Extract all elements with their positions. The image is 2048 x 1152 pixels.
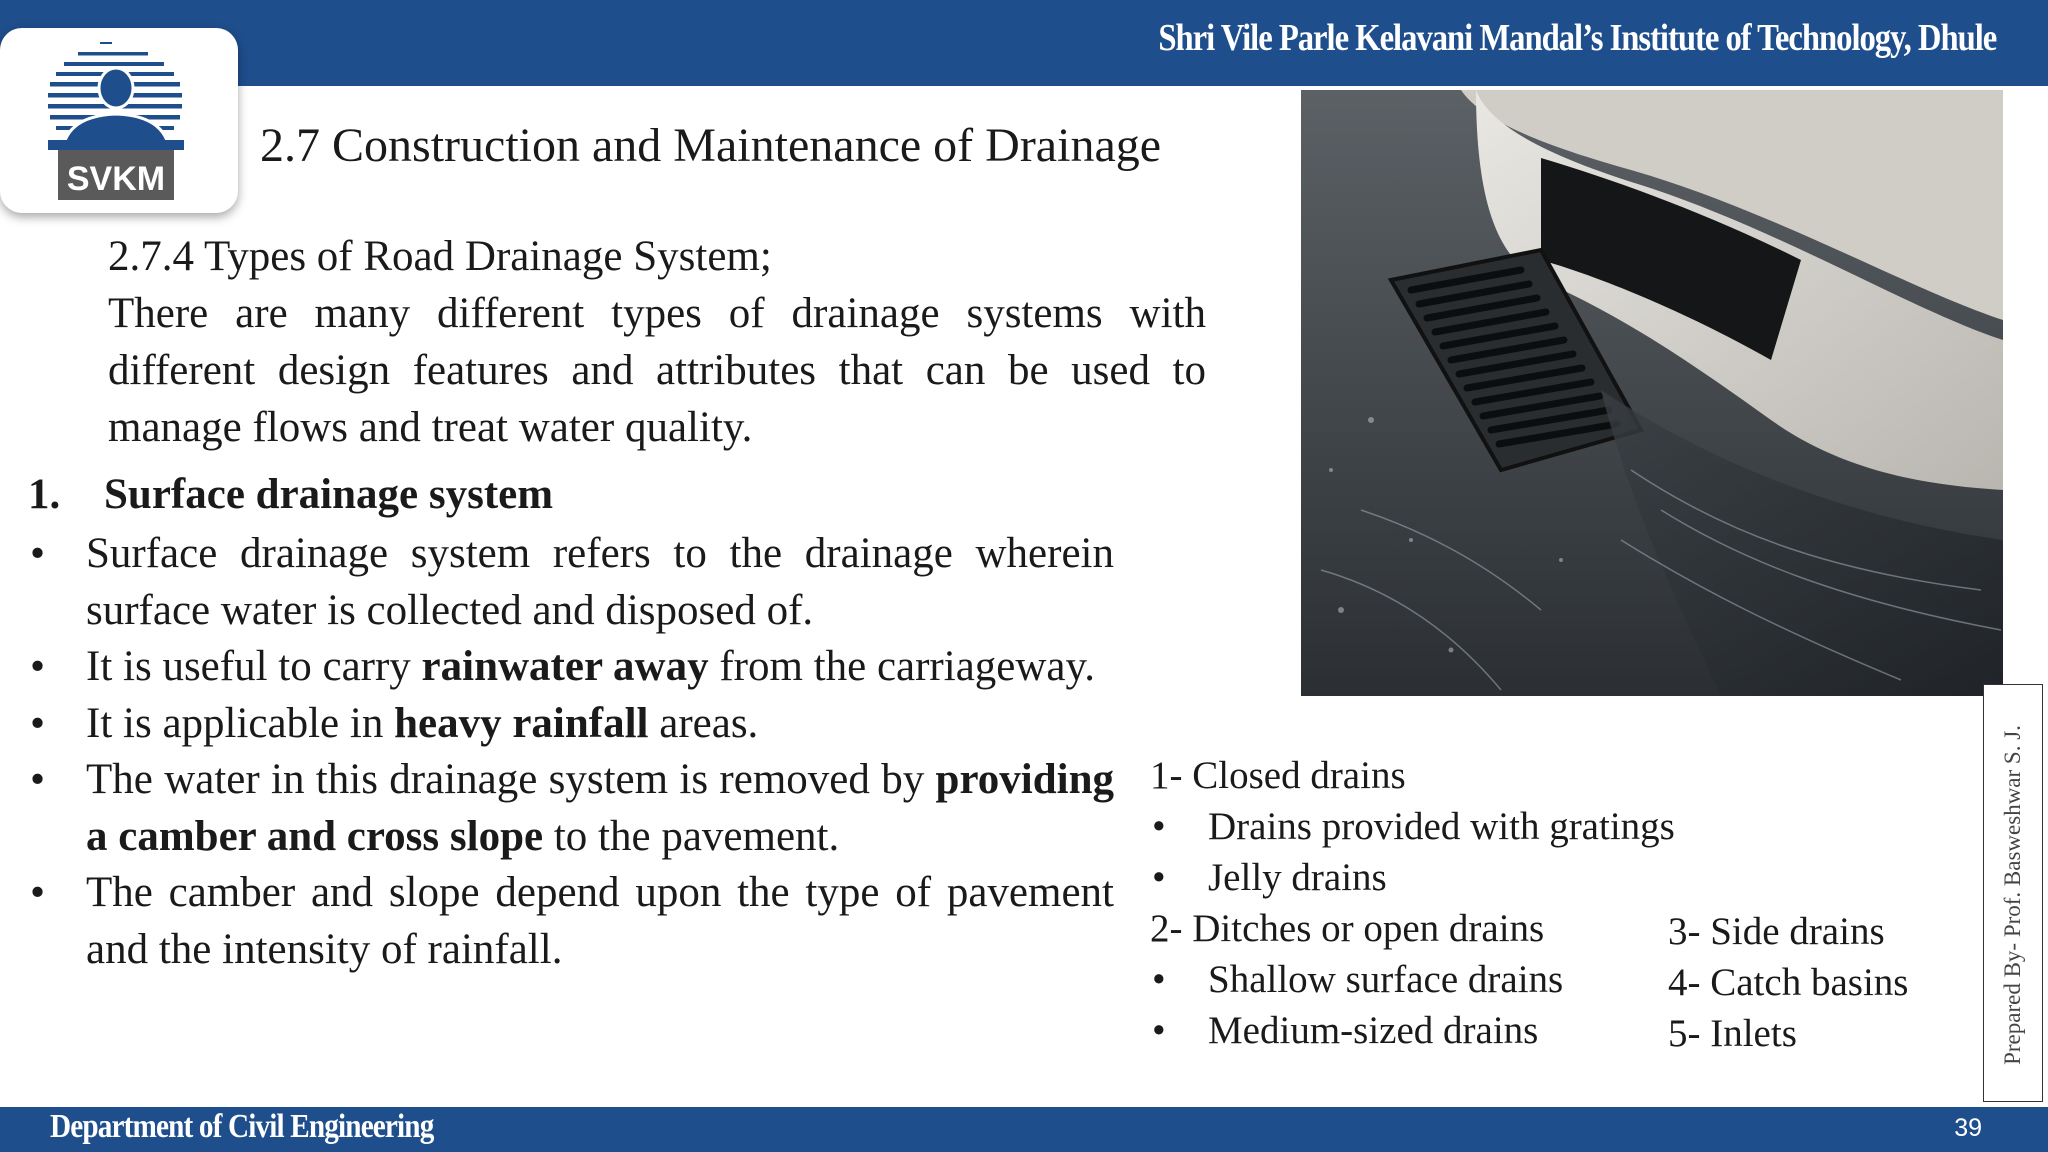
- bullet-item: [28, 639, 1114, 696]
- bullet-text: from the carriageway.: [708, 643, 1095, 690]
- subsection-heading: 2.7.4 Types of Road Drainage System;: [108, 233, 772, 280]
- drain-types-list-secondary: [1668, 906, 1908, 1059]
- list-item: [1150, 954, 1675, 1005]
- svkm-logo: [0, 28, 238, 213]
- bullet-text: It is applicable in: [86, 699, 395, 747]
- bullet-item: [28, 526, 1114, 639]
- bullet-dot: •: [30, 643, 46, 690]
- list-item-text: Drains provided with gratings: [1208, 805, 1675, 848]
- section-number: 1.: [28, 471, 61, 518]
- bullet-item: [28, 696, 1114, 753]
- list-item-text: Medium-sized drains: [1208, 1009, 1539, 1052]
- logo-text: SVKM: [66, 160, 166, 198]
- storm-drain-photo: [1301, 90, 2003, 696]
- bullet-text: Surface drainage system refers to the drainage wherein surface water is collected and disposed of.: [86, 530, 1114, 634]
- drain-types-list: [1150, 750, 1675, 1056]
- list-item-text: Shallow surface drains: [1208, 958, 1564, 1001]
- list-item: [1150, 852, 1675, 903]
- bullet-text: to the pavement.: [543, 812, 840, 860]
- department-name: Department of Civil Engineering: [50, 1108, 434, 1145]
- bullet-emphasis: heavy rainfall: [394, 699, 649, 747]
- prepared-by: Prepared By- Prof. Basweshwar S. J.: [2000, 725, 2025, 1065]
- drain-type-side: 3- Side drains: [1668, 910, 1885, 953]
- drain-type-inlets: 5- Inlets: [1668, 1012, 1797, 1055]
- intro-paragraph: There are many different types of drainage systems with different design features and attributes that can be used to manage flows and treat water quality.: [108, 290, 1206, 451]
- bullet-dot: •: [1152, 1009, 1166, 1052]
- drain-type-catch-basins: 4- Catch basins: [1668, 961, 1909, 1004]
- bullet-text: It is useful to carry: [86, 643, 422, 690]
- drain-type-open: 2- Ditches or open drains: [1150, 907, 1545, 950]
- bullet-item: [28, 752, 1114, 865]
- bullet-dot: •: [30, 530, 46, 577]
- list-item: [1150, 801, 1675, 852]
- bullet-text: The camber and slope depend upon the type of pavement and the intensity of rainfall.: [86, 869, 1114, 973]
- bullet-list: [28, 526, 1114, 978]
- bullet-emphasis: rainwater away: [421, 643, 709, 690]
- list-item-text: Jelly drains: [1208, 856, 1387, 899]
- bullet-dot: •: [1152, 856, 1166, 899]
- section-title: Surface drainage system: [104, 471, 554, 518]
- bullet-dot: •: [1152, 805, 1166, 848]
- bullet-dot: •: [30, 869, 46, 916]
- bullet-text: areas.: [648, 699, 759, 747]
- drain-type-closed: 1- Closed drains: [1150, 754, 1406, 797]
- bullet-dot: •: [30, 699, 46, 747]
- page-number: 39: [1954, 1114, 1982, 1142]
- bullet-text: The water in this drainage system is removed by: [86, 756, 936, 803]
- slide-title: 2.7 Construction and Maintenance of Drainage: [260, 119, 1162, 172]
- section-heading: [28, 470, 553, 519]
- institute-name: Shri Vile Parle Kelavani Mandal’s Institute of Technology, Dhule: [1158, 17, 1996, 59]
- list-item: [1150, 1005, 1675, 1056]
- intro-block: [108, 228, 1206, 456]
- bullet-dot: •: [1152, 958, 1166, 1001]
- bullet-dot: •: [30, 756, 46, 803]
- bullet-item: [28, 865, 1114, 978]
- bullet-emphasis: providing a camber and cross slope: [86, 756, 1114, 860]
